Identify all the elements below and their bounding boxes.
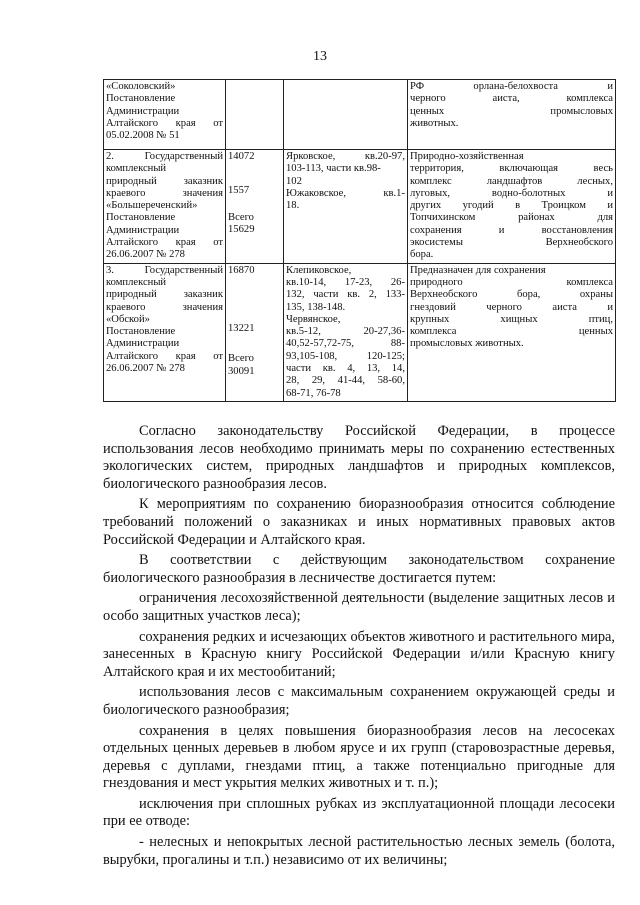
purpose-line: комплекса ценных	[410, 326, 613, 338]
area-value: 13221	[228, 322, 255, 334]
reserve-name-line: природный заказник	[106, 289, 223, 301]
purpose-line: Предназначен для сохранения	[410, 264, 546, 276]
purpose-line: природного комплекса	[410, 276, 613, 288]
paragraph: Согласно законодательству Российской Федерации, в процессе использования лесов необходимо принимать меры по сохранению естественных экологических систем, природных ландшафтов и природных комплексов, биологического разнообразия лесов.	[103, 423, 615, 492]
area-label: Всего	[228, 353, 254, 365]
reserve-name-line: Постановление	[106, 93, 176, 105]
purpose-line: комплекс ландшафтов лесных,	[410, 175, 613, 187]
location-line: 40,52-57,72-75, 88-	[286, 338, 405, 350]
body-text	[103, 423, 615, 872]
location-line: кв.10-14, 17-23, 26-	[286, 276, 405, 288]
reserve-area-cell	[226, 263, 284, 401]
paragraph: исключения при сплошных рубках из эксплуатационной площади лесосеки при ее отводе:	[103, 795, 615, 830]
reserve-name-line: 3. Государственный	[106, 264, 223, 276]
purpose-line: РФ орлана-белохвоста и	[410, 81, 613, 92]
reserve-name-cell	[104, 150, 226, 264]
location-line: 103-113, части кв.98-	[286, 163, 381, 175]
purpose-line: черного аиста, комплекса	[410, 93, 613, 105]
reserve-name-cell	[104, 263, 226, 401]
reserve-name-line: 2. Государственный	[106, 151, 223, 162]
location-line: кв.5-12, 20-27,36-	[286, 326, 405, 338]
reserve-name-line: 26.06.2007 № 278	[106, 363, 185, 375]
location-line: 102	[286, 175, 302, 187]
paragraph: В соответствии с действующим законодательством сохранение биологического разнообразия в лесничестве достигается путем:	[103, 552, 615, 586]
reserve-purpose-cell	[408, 263, 616, 401]
purpose-line: сохранения и восстановления	[410, 224, 613, 236]
reserve-name-line: комплексный	[106, 163, 167, 175]
purpose-line: луговых, водно-болотных и	[410, 187, 613, 199]
reserve-area-cell	[226, 80, 284, 150]
location-line: 135, 138-148.	[286, 301, 346, 313]
reserve-purpose-cell	[408, 150, 616, 264]
reserve-name-line: «Соколовский»	[106, 81, 176, 92]
page-number: 13	[313, 49, 327, 64]
reserve-location-cell	[284, 80, 408, 150]
location-line: части кв. 4, 13, 14,	[286, 363, 405, 375]
location-line: Червянское,	[286, 313, 341, 325]
reserve-name-line: Администрации	[106, 224, 180, 236]
reserves-table	[103, 79, 616, 402]
purpose-line: гнездовий черного аиста и	[410, 301, 613, 313]
reserve-area-cell	[226, 150, 284, 264]
reserve-name-line: «Обской»	[106, 313, 150, 325]
reserve-location-cell	[284, 150, 408, 264]
location-line: Ярковское, кв.20-97,	[286, 151, 405, 162]
reserve-name-line: краевого значения	[106, 187, 223, 199]
area-value: 16870	[228, 264, 255, 276]
table-row	[104, 150, 616, 264]
reserve-name-line: Администрации	[106, 105, 180, 117]
table-row	[104, 263, 616, 401]
reserve-name-line: Алтайского края от	[106, 117, 223, 129]
area-total: 30091	[228, 365, 255, 377]
paragraph: сохранения в целях повышения биоразнообразия лесов на лесосеках отдельных ценных деревьев в любом ярусе и их групп (старовозрастные деревья, деревья с дуплами, гнездами птиц, а также потенциально пригодные для гнездования и мест укрытия мелких животных и т. п.);	[103, 722, 615, 792]
location-line: Южаковское, кв.1-	[286, 187, 405, 199]
purpose-line: экосистемы Верхнеобского	[410, 237, 613, 249]
purpose-line: промысловых животных.	[410, 338, 524, 350]
area-value: 14072	[228, 151, 255, 162]
paragraph: - нелесных и непокрытых лесной растительностью лесных земель (болота, вырубки, прогалины и т.п.) независимо от их величины;	[103, 834, 615, 868]
reserve-name-line: Постановление	[106, 212, 176, 224]
location-line: 18.	[286, 200, 300, 212]
location-line: 28, 29, 41-44, 58-60,	[286, 375, 405, 387]
purpose-line: животных.	[410, 117, 459, 129]
reserve-name-line: Алтайского края от	[106, 350, 223, 362]
reserve-name-line: «Большереченский»	[106, 200, 198, 212]
paragraph: ограничения лесохозяйственной деятельности (выделение защитных лесов и особо защитных участков леса);	[103, 590, 615, 624]
area-total: 15629	[228, 223, 255, 235]
purpose-line: Топчихинском районах для	[410, 212, 613, 224]
location-line: Клепиковское,	[286, 264, 352, 276]
area-label: Всего	[228, 211, 254, 223]
paragraph: использования лесов с максимальным сохранением окружающей среды и биологического разнообразия;	[103, 684, 615, 718]
paragraph: сохранения редких и исчезающих объектов животного и растительного мира, занесенных в Красную книгу Российской Федерации и/или Красную книгу Алтайского края и их местообитаний;	[103, 628, 615, 680]
reserve-name-line: краевого значения	[106, 301, 223, 313]
reserve-location-cell	[284, 263, 408, 401]
table-row	[104, 80, 616, 150]
location-line: 68-71, 76-78	[286, 387, 341, 399]
reserve-name-line: 26.06.2007 № 278	[106, 249, 185, 261]
purpose-line: Верхнеобского бора, охраны	[410, 289, 613, 301]
purpose-line: крупных хищных птиц,	[410, 313, 613, 325]
purpose-line: ценных промысловых	[410, 105, 613, 117]
reserve-name-line: природный заказник	[106, 175, 223, 187]
reserve-name-cell	[104, 80, 226, 150]
reserve-name-line: 05.02.2008 № 51	[106, 130, 180, 142]
location-line: 93,105-108, 120-125;	[286, 350, 405, 362]
reserve-purpose-cell	[408, 80, 616, 150]
purpose-line: других угодий в Троицком и	[410, 200, 613, 212]
purpose-line: бора.	[410, 249, 434, 261]
reserve-name-line: Алтайского края от	[106, 237, 223, 249]
purpose-line: Природно-хозяйственная	[410, 151, 524, 162]
reserve-name-line: комплексный	[106, 276, 167, 288]
reserve-name-line: Администрации	[106, 338, 180, 350]
purpose-line: территория, включающая весь	[410, 163, 613, 175]
location-line: 132, части кв. 2, 133-	[286, 289, 405, 301]
reserve-name-line: Постановление	[106, 326, 176, 338]
area-value: 1557	[228, 185, 250, 197]
paragraph: К мероприятиям по сохранению биоразнообразия относится соблюдение требований положений о заказниках и иных нормативных правовых актов Российской Федерации и Алтайского края.	[103, 496, 615, 548]
